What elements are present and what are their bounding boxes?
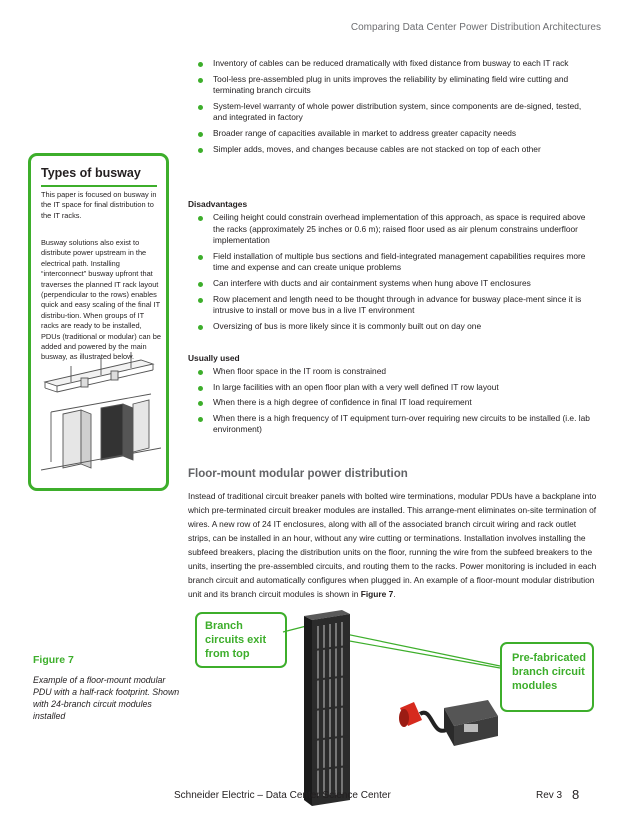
list-item: Ceiling height could constrain overhead implementation of this approach, as space is required above the racks (approximately 25 inches or 0.6 m); raised floor used as air plenum constrains underfloor implementation	[197, 212, 591, 247]
branch-circuit-module-image	[398, 688, 502, 750]
callout-line-3: from top	[205, 648, 250, 660]
callout-prefabricated-modules	[500, 642, 594, 712]
callout-branch-circuits	[195, 612, 287, 668]
list-item: When there is a high degree of confidence in final IT load requirement	[197, 397, 591, 409]
list-item: Inventory of cables can be reduced dramatically with fixed distance from busway to each IT rack	[197, 58, 583, 70]
sidebar-title: Types of busway	[41, 166, 141, 180]
sidebar-paragraph-2: Busway solutions also exist to distribute power upstream in the electrical path. Installing “interconnect” busway upfront that traverses the planned IT rack layout (perpendicular to the rows) enables quick and easy scaling of the final IT distribu-tion. When groups of IT racks are ready to be installed, PDUs (traditional or modular) can be added and powered by the main busway, as illustrated below.	[41, 238, 161, 362]
footer-text: Schneider Electric – Data Center Science Center	[174, 790, 391, 801]
running-header: Comparing Data Center Power Distribution Architectures	[350, 22, 601, 33]
paragraph-end: .	[393, 589, 396, 599]
section-title: Floor-mount modular power distribution	[188, 468, 408, 480]
revision-label: Rev 3	[536, 790, 563, 801]
figure-reference: Figure 7	[360, 589, 394, 599]
list-item: In large facilities with an open floor plan with a very well defined IT row layout	[197, 382, 591, 394]
list-item: Broader range of capacities available in market to address greater capacity needs	[197, 128, 583, 140]
disadvantages-heading: Disadvantages	[188, 199, 248, 209]
list-item: Row placement and length need to be thought through in advance for busway place-ment since it is intrusive to install or move bus in a live IT environment	[197, 294, 591, 317]
list-item: When there is a high frequency of IT equipment turn-over requiring new circuits to be installed (i.e. lab environment)	[197, 413, 591, 436]
paragraph-text: Instead of traditional circuit breaker panels with bolted wire terminations, modular PDUs have a backplane into which pre-terminated circuit breaker modules are installed. This arrange-ment eliminates on-site termination of wires. A new row of 24 IT enclosures, along with all of the associated branch circuit wiring and rack outlet strips, can be installed in an hour, without any wire cutting or terminations. Installation involves installing the subfeed breakers, placing the distribution units on the floor, running the wire from the subfeed breakers to the units, inserting the pre-assembled circuits, and routing them to the racks. Power monitoring is included in each branch circuit and automatically configures when plugged in. An example of a floor-mount modular distribution unit and its branch circuit modules is shown in	[188, 491, 597, 599]
callout-line-1: Branch	[205, 620, 243, 632]
list-item: Field installation of multiple bus sections and field-integrated management capabilities requires more time and expense and can create unique problems	[197, 251, 591, 274]
list-item: Oversizing of bus is more likely since it is commonly built out on day one	[197, 321, 591, 333]
usually-used-heading: Usually used	[188, 353, 240, 363]
list-item: System-level warranty of whole power distribution system, since components are de-signed, tested, and integrated in factory	[197, 101, 583, 124]
callout-line-2: circuits exit	[205, 634, 267, 646]
figure-label: Figure 7	[33, 654, 74, 666]
callout-line-3: modules	[512, 680, 558, 692]
callout-text	[205, 619, 266, 661]
page-number: 8	[572, 787, 580, 802]
sidebar-paragraph-1: This paper is focused on busway in the IT space for final distribution to the IT racks.	[41, 190, 157, 220]
callout-line-1: Pre-fabricated	[512, 652, 586, 664]
list-item: Can interfere with ducts and air containment systems when hung above IT enclosures	[197, 278, 591, 290]
list-item: When floor space in the IT room is constrained	[197, 366, 591, 378]
list-item: Simpler adds, moves, and changes because cables are not stacked on top of each other	[197, 144, 583, 156]
modular-pdu-cabinet-image	[300, 610, 354, 810]
list-item: Tool-less pre-assembled plug in units improves the reliability by eliminating field wire cutting and terminating branch circuits	[197, 74, 583, 97]
figure-caption: Example of a floor-mount modular PDU with a half-rack footprint. Shown with 24-branch circuit modules installed	[33, 675, 180, 721]
callout-line-2: branch circuit	[512, 666, 585, 678]
callout-text	[512, 651, 586, 693]
